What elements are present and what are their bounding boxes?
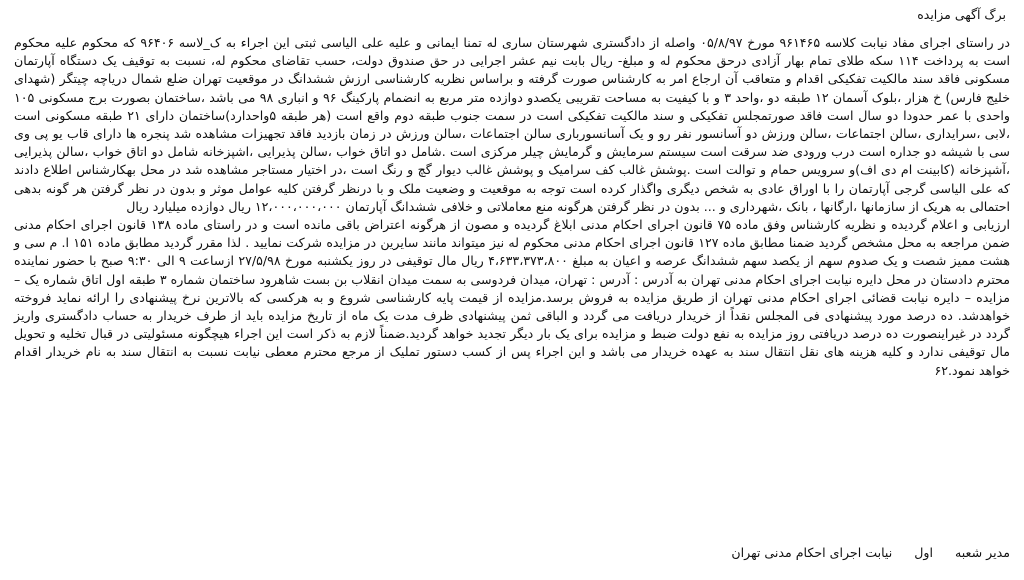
signature-unit: نیابت اجرای احکام مدنی تهران — [731, 545, 893, 560]
notice-paragraph-1: در راستای اجرای مفاد نیابت کلاسه ۹۶۱۴۶۵ مورخ ۰۵/۸/۹۷ واصله از دادگستری شهرستان ساری له تمنا ایمانی و علیه علی الیاسی ثبتی این اجراء به ک_لاسه ۹۶۴۰۶ که محکوم علیه محکوم است به پرداخت ۱۱۴ سکه طلای تمام بهار آزادی درحق محکوم له و مبلغ- ریال بابت نیم عشر اجرایی در حق صندوق دولت، حسب تقاضای محکوم له، نسبت به توقیف یک دستگاه آپارتمان مسکونی فاقد سند مالکیت تفکیکی اقدام و متعاقب آن ارجاع امر به کارشناس صورت گرفته و براساس نظریه کارشناسی ارزش ششدانگ در موقعیت تهران ضلع شمال دریاچه چیتگر (شهدای خلیج فارس) خ هزار ،بلوک آسمان ۱۲ طبقه دو ،واحد ۳ و با کیفیت به مساحت تقریبی یکصدو دوازده متر مربع به انضمام پارکینگ ۹۶ و انباری ۹۸ می باشد ،ساختمان بصورت برج مسکونی ۱۰۵ واحدی با عمر حدودا دو سال است فاقد صورتمجلس تفکیکی و سند مالکیت تفکیکی است در سمت جنوب طبقه دوم واقع است (هر طبقه ۵واحدارد)ساختمان دارای ۲۱ طبقه مسکونی است ،لابی ،سرایداری ،سالن اجتماعات ،سالن ورزش دو آسانسور نفر رو و یک آسانسورباری سالن اجتماعات ،سالن ورزش در زمان بازدید فاقد تجهیزات مشاهده شد پنجره ها دارای قاب یو پی وی سی با شیشه دو جداره است درب ورودی ضد سرقت است سیستم سرمایش و گرمایش چیلر مرکزی است .شامل دو اتاق خواب ،سالن پذیرایی ،اشپزخانه شامل دو اتاق خواب ،سالن پذیرایی ،آشپزخانه (کابینت ام دی اف)و سرویس حمام و توالت است .پوشش غالب کف سرامیک و پوشش غالب دیوار گچ و رنگ است ،در اختیار مستاجر مشاهده شد در محل بهکارشناس اطلاع دادند که علی الیاسی گرجی آپارتمان را با اوراق عادی به شخص دیگری واگذار کرده است توجه به موقعیت و وضعیت ملک و با درنظر گرفتن کلیه عوامل موثر و بدون در نظر گرفتن هر گونه بدهی احتمالی به هریک از سازمانها ،ارگانها ، بانک ،شهرداری و ... بدون در نظر گرفتن هرگونه منع معاملاتی و خلافی ششدانگ آپارتمان ۱۲،۰۰۰،۰۰۰،۰۰۰ ریال دوازده میلیارد ریال — [14, 35, 1010, 214]
notice-title: برگ آگهی مزایده — [917, 7, 1006, 22]
signature-role: مدیر شعبه — [955, 545, 1010, 560]
notice-signature — [713, 544, 1010, 562]
notice-paragraph-2: ارزیابی و اعلام گردیده و نظریه کارشناس وفق ماده ۷۵ قانون اجرای احکام مدنی ابلاغ گردیده و مصون از هرگونه اعتراض باقی مانده است و در راستای ماده ۱۳۸ قانون اجرای احکام مدنی ضمن مراجعه به محل مشخص گردید ضمنا مطابق ماده ۱۲۷ قانون اجرای احکام مدنی محکوم له نیز میتواند مانند سایرین در مزایده شرکت نمایید . لذا مقرر گردید مطابق ماده ۱۵۱ ا. م سی و هشت ممیز شصت و یک صدوم سهم از یکصد سهم ششدانگ عرصه و اعیان به مبلغ ۴،۶۳۳،۳۷۳،۸۰۰ ریال مال توقیفی در روز یکشنبه مورخ ۲۷/۵/۹۸ ازساعت ۹ الی ۹:۳۰ صبح با حضور نماینده محترم دادستان در محل دایره نیابت اجرای احکام مدنی تهران به آدرس : آدرس : تهران، میدان فردوسی به سمت میدان انقلاب بن بست شاهرود ساختمان شماره ۳ طبقه اول اتاق شماره یک –مزایده – دایره نیابت قضائی اجرای احکام مدنی تهران از طریق مزایده به فروش برسد.مزایده از قیمت پایه کارشناسی شروع و به هرکسی که بالاترین نرخ پیشنهادی را ارائه نماید فروخته خواهدشد. ده درصد مورد پیشنهادی فی المجلس نقداً از خریدار دریافت می گردد و الباقی ثمن پیشنهادی ظرف مدت یک ماه از تاریخ مزایده باید از طرف خریدار به حساب دادگستری واریز گردد در غیراینصورت ده درصد دریافتی روز مزایده به نفع دولت ضبط و مزایده برای یک بار دیگر تجدید خواهد گردید.ضمناً لازم به ذکر است این اجراء هیچگونه مسئولیتی در قبال تخلیه و تحویل مال توقیفی ندارد و کلیه هزینه های نقل انتقال سند به عهده خریدار می باشد و این اجراء پس از کسب دستور تملیک از مرجع محترم معطی نیابت نسبت به انتقال سند به نام خریدار اقدام خواهد نمود.۶۲ — [14, 217, 1011, 378]
signature-rank: اول — [914, 545, 933, 560]
